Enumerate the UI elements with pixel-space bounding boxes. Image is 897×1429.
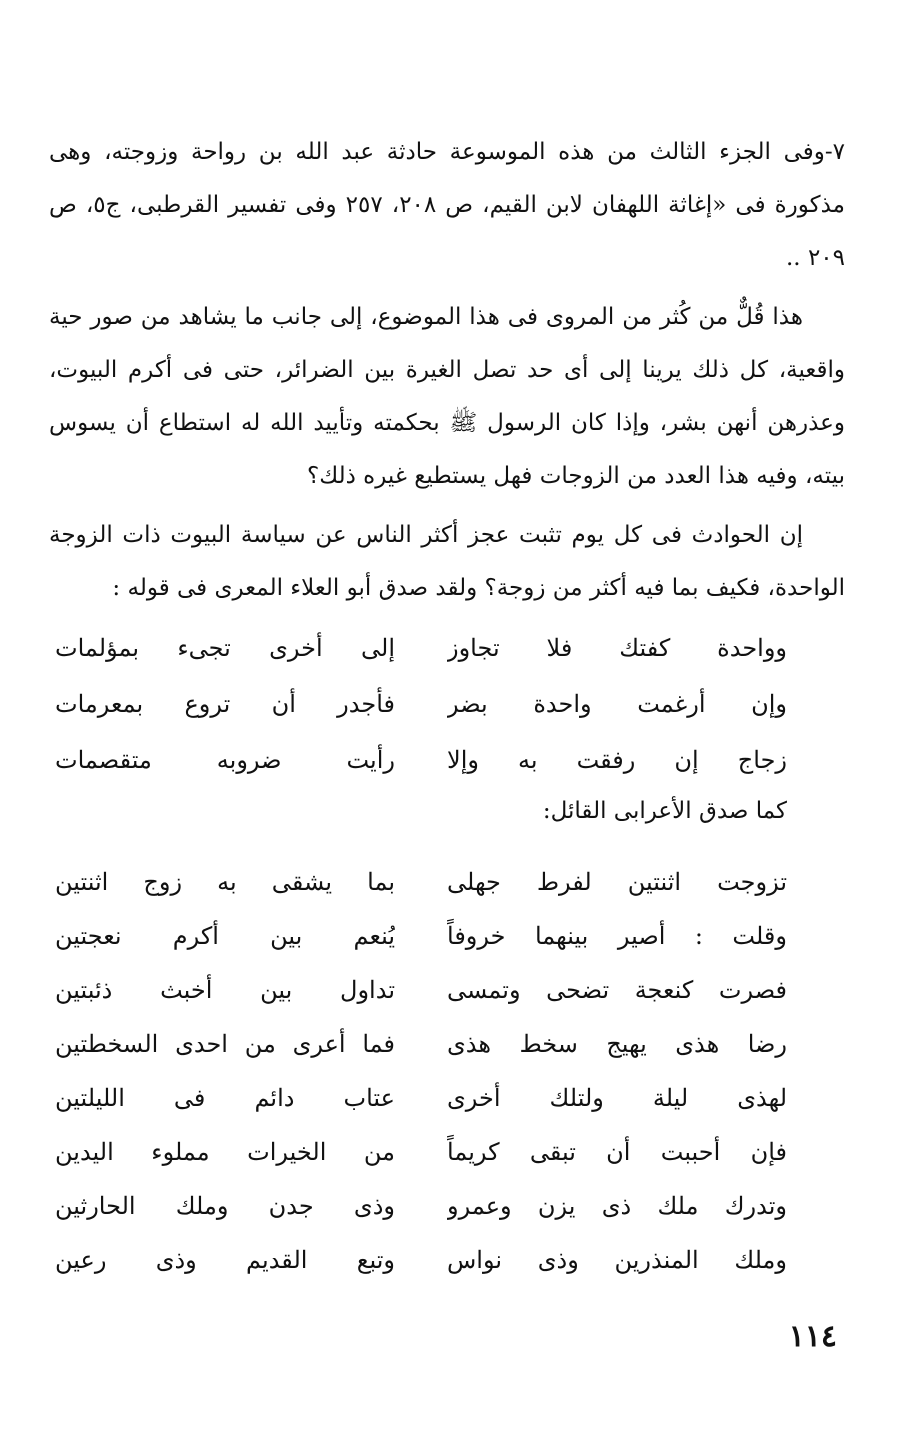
- verse-first-hemistich: وإن أرغمت واحدة بضر: [447, 690, 787, 718]
- verse-second-hemistich: وتبع القديم وذى رعين: [55, 1246, 395, 1274]
- verse-first-hemistich: وتدرك ملك ذى يزن وعمرو: [447, 1192, 787, 1220]
- verse-second-hemistich: إلى أخرى تجىء بمؤلمات: [55, 634, 395, 662]
- verse-first-hemistich: زجاج إن رفقت به وإلا: [447, 746, 787, 774]
- verse: [55, 676, 787, 732]
- verse-first-hemistich: فصرت كنعجة تضحى وتمسى: [447, 976, 787, 1004]
- verse: [55, 1125, 787, 1179]
- verse-first-hemistich: وقلت : أصير بينهما خروفاً: [447, 922, 787, 950]
- paragraph-single-wife: إن الحوادث فى كل يوم تثبت عجز أكثر الناس عن سياسة البيوت ذات الزوجة الواحدة، فكيف بما فيه أكثر من زوجة؟ ولقد صدق أبو العلاء المعرى فى قوله :: [49, 522, 845, 601]
- verse: [55, 963, 787, 1017]
- verse-second-hemistich: من الخيرات مملوء اليدين: [55, 1138, 395, 1166]
- verse-second-hemistich: بما يشقى به زوج اثنتين: [55, 868, 395, 896]
- verse: [55, 855, 787, 909]
- verse: [55, 732, 787, 788]
- verse-second-hemistich: فأجدر أن تروع بمعرمات: [55, 690, 395, 718]
- poem-intro-line: كما صدق الأعرابى القائل:: [542, 798, 787, 824]
- page-number: ١١٤: [788, 1319, 837, 1354]
- verse-first-hemistich: وملك المنذرين وذى نواس: [447, 1246, 787, 1274]
- verse-first-hemistich: فإن أحببت أن تبقى كريماً: [447, 1138, 787, 1166]
- verse-second-hemistich: فما أعرى من احدى السخطتين: [55, 1030, 395, 1058]
- verse: [55, 909, 787, 963]
- verse-first-hemistich: رضا هذى يهيج سخط هذى: [447, 1030, 787, 1058]
- verse: [55, 1017, 787, 1071]
- verse: [55, 1071, 787, 1125]
- poem-bedouin: [55, 855, 787, 1287]
- verse-second-hemistich: رأيت ضروبه متقصمات: [55, 746, 395, 774]
- paragraph-reference-note: ٧-وفى الجزء الثالث من هذه الموسوعة حادثة عبد الله بن رواحة وزوجته، وهى مذكورة فى «إغاثة اللهفان لابن القيم، ص ٢٠٨، ٢٥٧ وفى تفسير القرطبى، ج٥، ص ٢٠٩ ..: [49, 139, 846, 271]
- verse: [55, 620, 787, 676]
- verse-second-hemistich: تداول بين أخبث ذئبتين: [55, 976, 395, 1004]
- verse-first-hemistich: لهذى ليلة ولتلك أخرى: [447, 1084, 787, 1112]
- verse-second-hemistich: يُنعم بين أكرم نعجتين: [55, 922, 395, 950]
- verse: [55, 1233, 787, 1287]
- verse: [55, 1179, 787, 1233]
- verse-first-hemistich: تزوجت اثنتين لفرط جهلى: [447, 868, 787, 896]
- prose-body: [49, 126, 845, 615]
- verse-second-hemistich: عتاب دائم فى الليلتين: [55, 1084, 395, 1112]
- verse-first-hemistich: وواحدة كفتك فلا تجاوز: [447, 634, 787, 662]
- verse-second-hemistich: وذى جدن وملك الحارثين: [55, 1192, 395, 1220]
- paragraph-jealousy: هذا قُلٌّ من كُثر من المروى فى هذا الموضوع، إلى جانب ما يشاهد من صور حية واقعية، كل ذلك يرينا إلى أى حد تصل الغيرة بين الضرائر، حتى فى أكرم البيوت، وعذرهن أنهن بشر، وإذا كان الرسول ﷺ بحكمته وتأييد الله له استطاع أن يسوس بيته، وفيه هذا العدد من الزوجات فهل يستطيع غيره ذلك؟: [49, 304, 845, 489]
- poem-abu-al-ala: [55, 620, 787, 788]
